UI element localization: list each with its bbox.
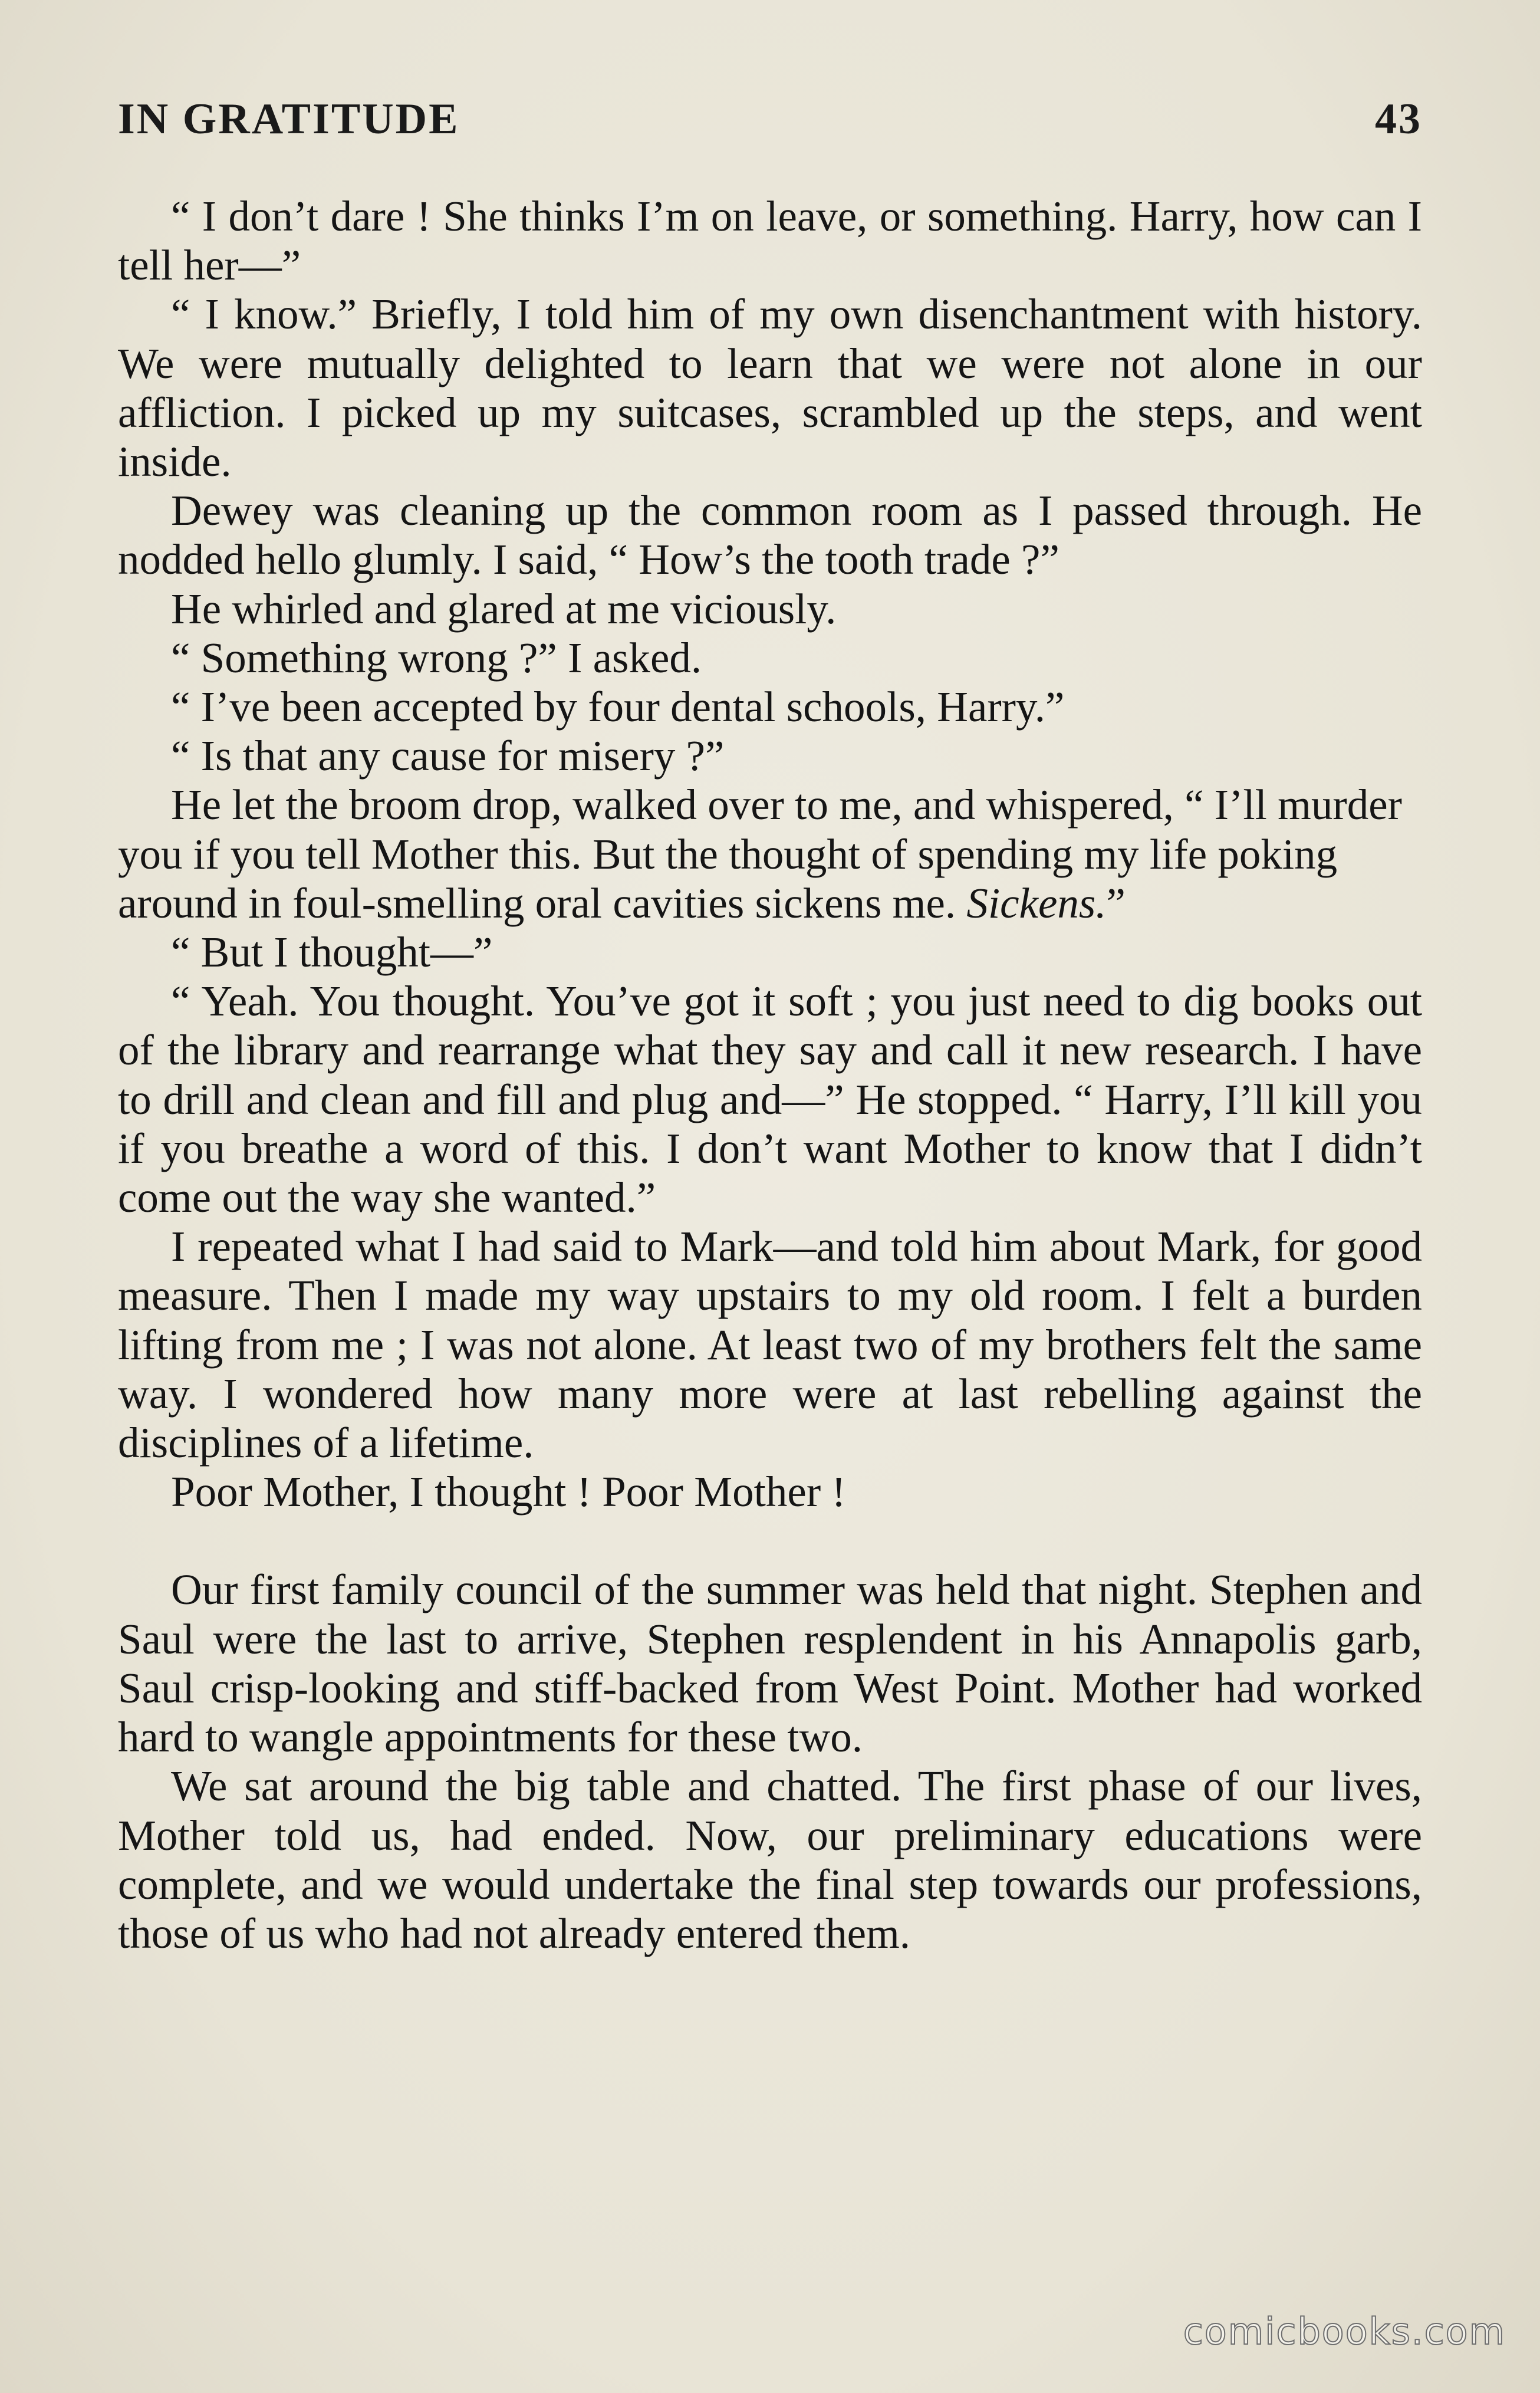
paragraph: “ I don’t dare ! She thinks I’m on leave, or something. Harry, how can I tell her—” [118, 192, 1422, 290]
paragraph-text: He let the broom drop, walked over to me, and whispered, “ I’ll murder you if you tell Mother this. But the thought of spending my life poking around in foul-smelling oral cavities sickens me. [118, 781, 1402, 927]
paragraph [118, 780, 1422, 928]
paragraph: “ I know.” Briefly, I told him of my own disenchantment with history. We were mutually delighted to learn that we were not alone in our affliction. I picked up my suitcases, scrambled up the steps, and went inside. [118, 290, 1422, 486]
page-number: 43 [1375, 95, 1422, 143]
paragraph: I repeated what I had said to Mark—and told him about Mark, for good measure. Then I made my way upstairs to my old room. I felt a burden lifting from me ; I was not alone. At least two of my brothers felt the same way. I wondered how many more were at last rebelling against the disciplines of a lifetime. [118, 1222, 1422, 1467]
paragraph: “ I’ve been accepted by four dental schools, Harry.” [171, 683, 1065, 731]
section-break [118, 1516, 1422, 1565]
paragraph: He whirled and glared at me viciously. [171, 584, 837, 633]
paragraph: We sat around the big table and chatted. The first phase of our lives, Mother told us, had ended. Now, our preliminary educations were complete, and we would undertake the final step towards our professions, those of us who had not already entered them. [118, 1762, 1422, 1957]
closing-quote: ” [1106, 879, 1126, 927]
paragraph: Poor Mother, I thought ! Poor Mother ! [171, 1468, 846, 1516]
paragraph: “ Yeah. You thought. You’ve got it soft ; you just need to dig books out of the library and rearrange what they say and call it new research. I have to drill and clean and fill and plug and—” He stopped. “ Harry, I’ll kill you if you breathe a word of this. I don’t want Mother to know that I didn’t come out the way she wanted.” [118, 977, 1422, 1222]
paragraph: “ Something wrong ?” I asked. [171, 633, 702, 682]
page-header [118, 88, 1422, 153]
running-head: IN GRATITUDE [118, 95, 460, 143]
paragraph: “ Is that any cause for misery ?” [171, 732, 725, 780]
italic-emphasis: Sickens. [966, 879, 1107, 927]
paragraph: Our first family council of the summer was held that night. Stephen and Saul were the last to arrive, Stephen resplendent in his Annapolis garb, Saul crisp-looking and stiff-backed from West Point. Mother had worked hard to wangle appointments for these two. [118, 1566, 1422, 1761]
paragraph: “ But I thought—” [171, 928, 493, 977]
story-text [118, 192, 1422, 1958]
watermark: comicbooks.com [1183, 2310, 1506, 2353]
paragraph: Dewey was cleaning up the common room as I passed through. He nodded hello glumly. I said, “ How’s the tooth trade ?” [118, 487, 1422, 584]
